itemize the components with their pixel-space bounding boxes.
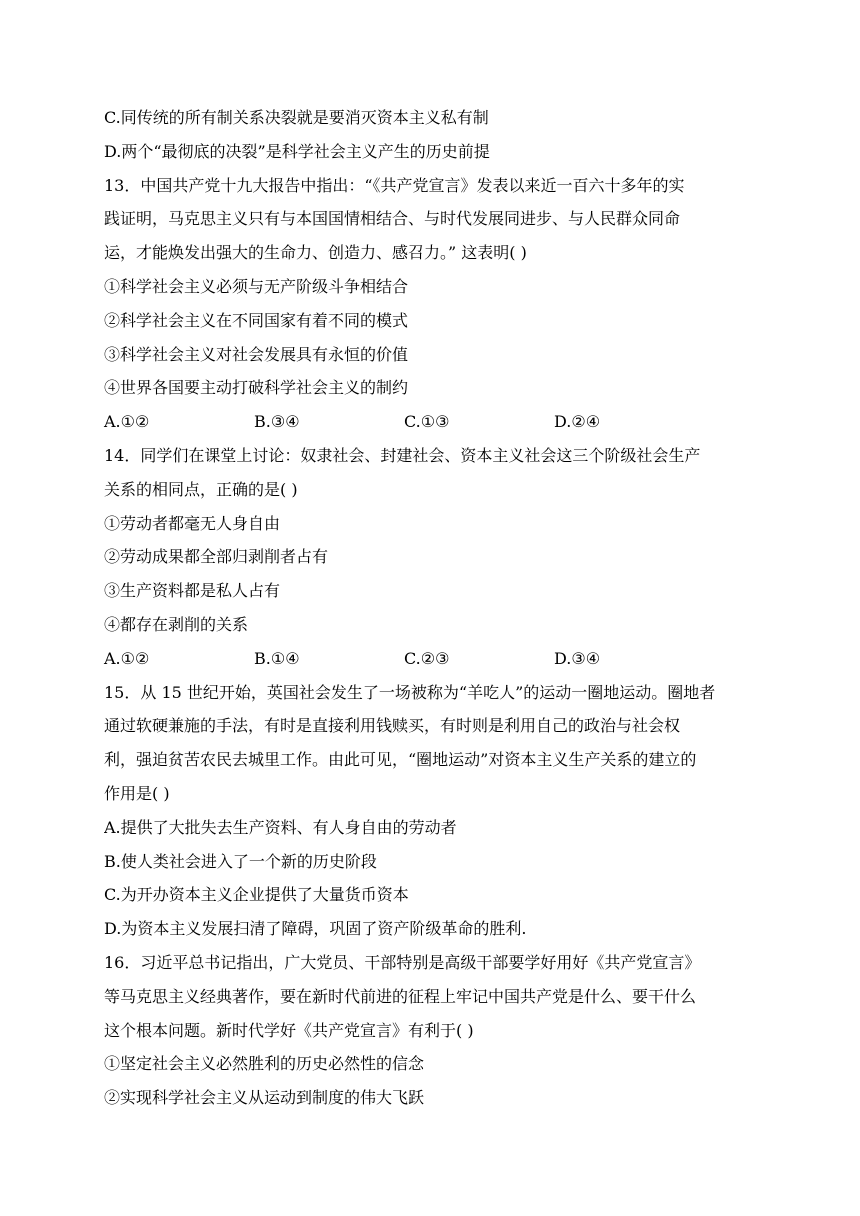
q15-stem-line-3: 利，强迫贫苦农民去城里工作。由此可见，“圈地运动”对资本主义生产关系的建立的 [104,750,697,770]
q13-option-b: B.③④ [254,412,300,432]
q15-option-b: B.使人类社会进入了一个新的历史阶段 [104,851,377,871]
q15-stem-line-2: 通过软硬兼施的手法，有时是直接利用钱赎买，有时则是利用自己的政治与社会权 [104,716,681,736]
q14-statement-1: ①劳动者都毫无人身自由 [104,513,281,533]
q16-statement-2: ②实现科学社会主义从运动到制度的伟大飞跃 [104,1088,425,1108]
q13-options [104,405,760,439]
q13-stem-line-1: 13．中国共产党十九大报告中指出：“《共产党宣言》发表以来近一百六十多年的实 [104,175,685,195]
q15-option-c: C.为开办资本主义企业提供了大量货币资本 [104,885,409,905]
q12-option-c: C.同传统的所有制关系决裂就是要消灭资本主义私有制 [104,108,489,127]
q14-stem-line-2: 关系的相同点，正确的是( ) [104,479,298,499]
q16-stem-line-1: 16．习近平总书记指出，广大党员、干部特别是高级干部要学好用好《共产党宣言》 [104,952,701,972]
q14-options [104,642,760,676]
q15-stem-line-4: 作用是( ) [104,783,170,803]
q14-stem-line-1: 14．同学们在课堂上讨论：奴隶社会、封建社会、资本主义社会这三个阶级社会生产 [104,445,701,465]
q14-option-a: A.①② [104,648,150,668]
q13-statement-2: ②科学社会主义在不同国家有着不同的模式 [104,310,409,330]
q16-stem-line-3: 这个根本问题。新时代学好《共产党宣言》有利于( ) [104,1020,474,1040]
q13-stem-line-3: 运，才能焕发出强大的生命力、创造力、感召力。” 这表明( ) [104,243,527,263]
q13-stem-line-2: 践证明，马克思主义只有与本国国情相结合、与时代发展同进步、与人民群众同命 [104,209,681,229]
q15-option-a: A.提供了大批失去生产资料、有人身自由的劳动者 [104,817,457,837]
q13-statement-1: ①科学社会主义必须与无产阶级斗争相结合 [104,276,409,296]
q14-statement-3: ③生产资料都是私人占有 [104,581,281,601]
q14-statement-2: ②劳动成果都全部归剥削者占有 [104,547,329,567]
q16-stem-line-2: 等马克思主义经典著作，要在新时代前进的征程上牢记中国共产党是什么、要干什么 [104,986,697,1006]
q15-option-d: D.为资本主义发展扫清了障碍，巩固了资产阶级革命的胜利. [104,919,527,939]
q13-option-a: A.①② [104,412,150,432]
q13-option-c: C.①③ [404,412,450,432]
q12-option-d: D.两个“最彻底的决裂”是科学社会主义产生的历史前提 [104,141,490,161]
q14-option-d: D.③④ [554,648,601,668]
q14-option-c: C.②③ [404,648,450,668]
q14-option-b: B.①④ [254,648,300,668]
q14-statement-4: ④都存在剥削的关系 [104,614,249,634]
q13-option-d: D.②④ [554,412,601,432]
q16-statement-1: ①坚定社会主义必然胜利的历史必然性的信念 [104,1054,425,1074]
q15-stem-line-1: 15．从 15 世纪开始，英国社会发生了一场被称为“羊吃人”的运动一圈地运动。圈地者 [104,682,716,702]
exam-content [104,101,760,1115]
q13-statement-3: ③科学社会主义对社会发展具有永恒的价值 [104,344,409,364]
q13-statement-4: ④世界各国要主动打破科学社会主义的制约 [104,378,409,398]
